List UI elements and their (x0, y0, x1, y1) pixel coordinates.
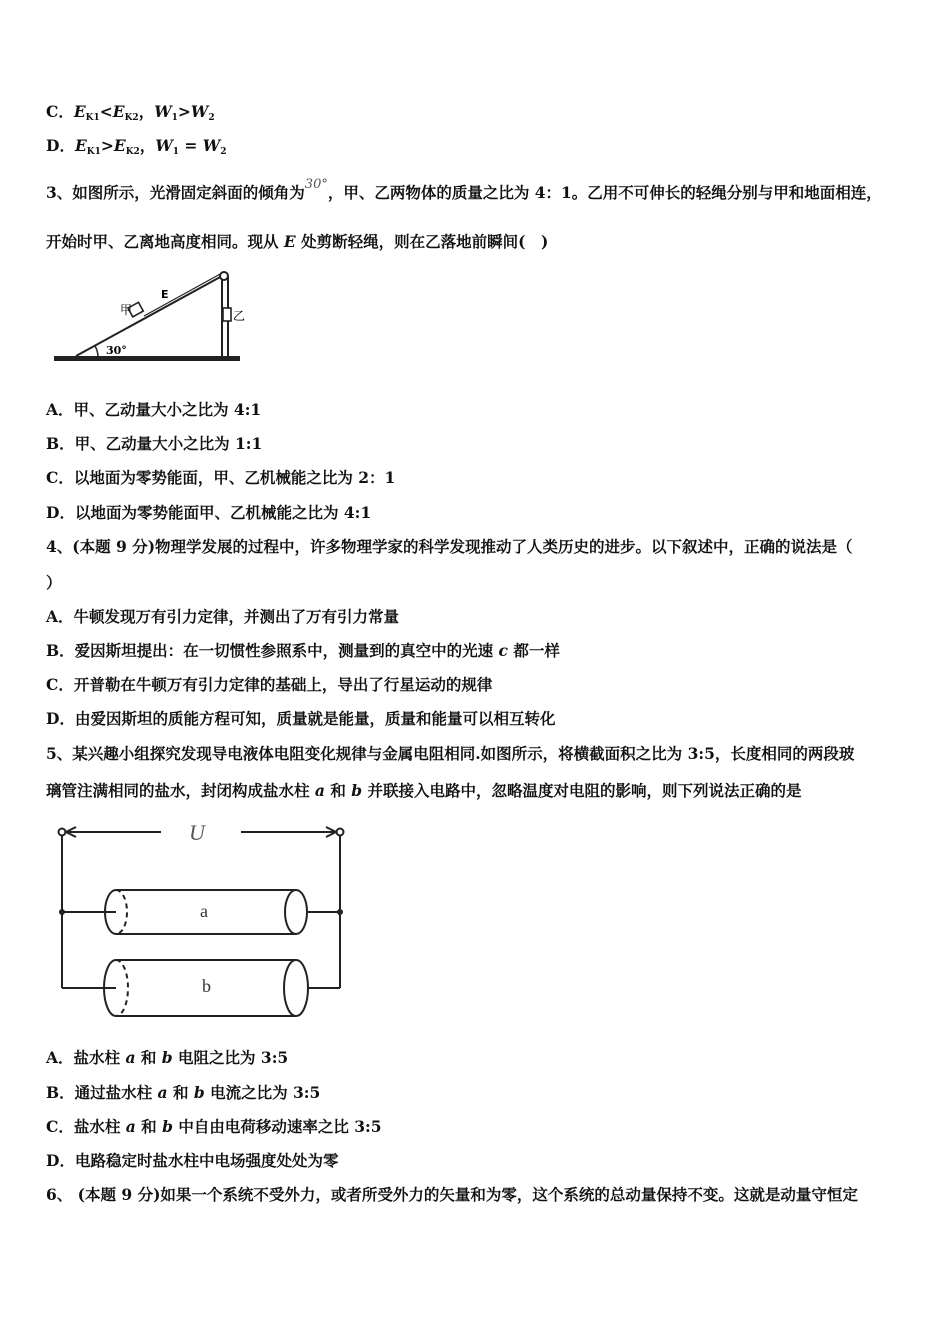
q3-option-d: D．以地面为零势能面甲、乙机械能之比为 4:1 (46, 503, 372, 522)
label-a: a (200, 901, 208, 921)
node-right (337, 909, 343, 915)
q2-option-c: C．$E_{K1}<E_{K2}$，$W_1>W_2$ (46, 102, 215, 123)
cyl-b-right-end (284, 960, 308, 1016)
q2-option-d: D．$E_{K1}>E_{K2}$，$W_1 = W_2$ (46, 136, 227, 157)
q4-option-d: D．由爱因斯坦的质能方程可知，质量就是能量，质量和能量可以相互转化 (46, 709, 556, 728)
q3-option-a: A．甲、乙动量大小之比为 4:1 (46, 400, 262, 419)
q4-option-a: A．牛顿发现万有引力定律，并测出了万有引力常量 (46, 607, 400, 626)
q5-option-c: C．盐水柱 a 和 b 中自由电荷移动速率之比 3:5 (46, 1117, 382, 1136)
node-left (59, 909, 65, 915)
q4-option-c: C．开普勒在牛顿万有引力定律的基础上，导出了行星运动的规律 (46, 675, 493, 694)
label-jia: 甲 (120, 303, 133, 317)
q4-option-b: B．爱因斯坦提出：在一切惯性参照系中，测量到的真空中的光速 c 都一样 (46, 641, 560, 660)
label-b: b (202, 976, 211, 996)
ground (54, 356, 240, 361)
label-yi: 乙 (233, 309, 246, 323)
q5-option-b: B．通过盐水柱 a 和 b 电流之比为 3:5 (46, 1083, 321, 1102)
circuit-figure (46, 818, 356, 1033)
q5-option-d: D．电路稳定时盐水柱中电场强度处处为零 (46, 1151, 339, 1170)
q3-stem-line1: 3、如图所示，光滑固定斜面的倾角为$^{30^\circ}$，甲、乙两物体的质量之比为 4：1。乙用不可伸长的轻绳分别与甲和地面相连， (46, 177, 882, 202)
label-e: E (161, 288, 169, 301)
cyl-a-right-end (285, 890, 307, 934)
q3-option-b: B．甲、乙动量大小之比为 1:1 (46, 434, 263, 453)
incline-figure (46, 268, 246, 368)
rope-incline (144, 273, 222, 316)
q3-option-c: C．以地面为零势能面，甲、乙机械能之比为 2：1 (46, 468, 396, 487)
angle-symbol: 30° (304, 177, 328, 192)
q4-stem-line2: ） (46, 573, 62, 592)
block-yi (223, 308, 231, 321)
label-angle: 30° (106, 344, 127, 357)
q5-option-a: A．盐水柱 a 和 b 电阻之比为 3:5 (46, 1048, 289, 1067)
label-u: U (189, 820, 205, 845)
q6-stem-line1: 6、 (本题 9 分)如果一个系统不受外力，或者所受外力的矢量和为零，这个系统的总动量保持不变。这就是动量守恒定 (46, 1185, 858, 1204)
q5-stem-line1: 5、某兴趣小组探究发现导电液体电阻变化规律与金属电阻相同.如图所示，将横截面积之比为 3:5，长度相同的两段玻 (46, 744, 855, 763)
q3-stem-line2: 开始时甲、乙离地高度相同。现从 E 处剪断轻绳，则在乙落地前瞬间( ) (46, 232, 549, 251)
incline-surface (76, 276, 222, 356)
q4-stem-line1: 4、(本题 9 分)物理学发展的过程中，许多物理学家的科学发现推动了人类历史的进步。以下叙述中，正确的说法是（ (46, 537, 853, 556)
angle-arc (95, 346, 98, 356)
q5-stem-line2: 璃管注满相同的盐水，封闭构成盐水柱 a 和 b 并联接入电路中，忽略温度对电阻的影响，则下列说法正确的是 (46, 781, 802, 800)
